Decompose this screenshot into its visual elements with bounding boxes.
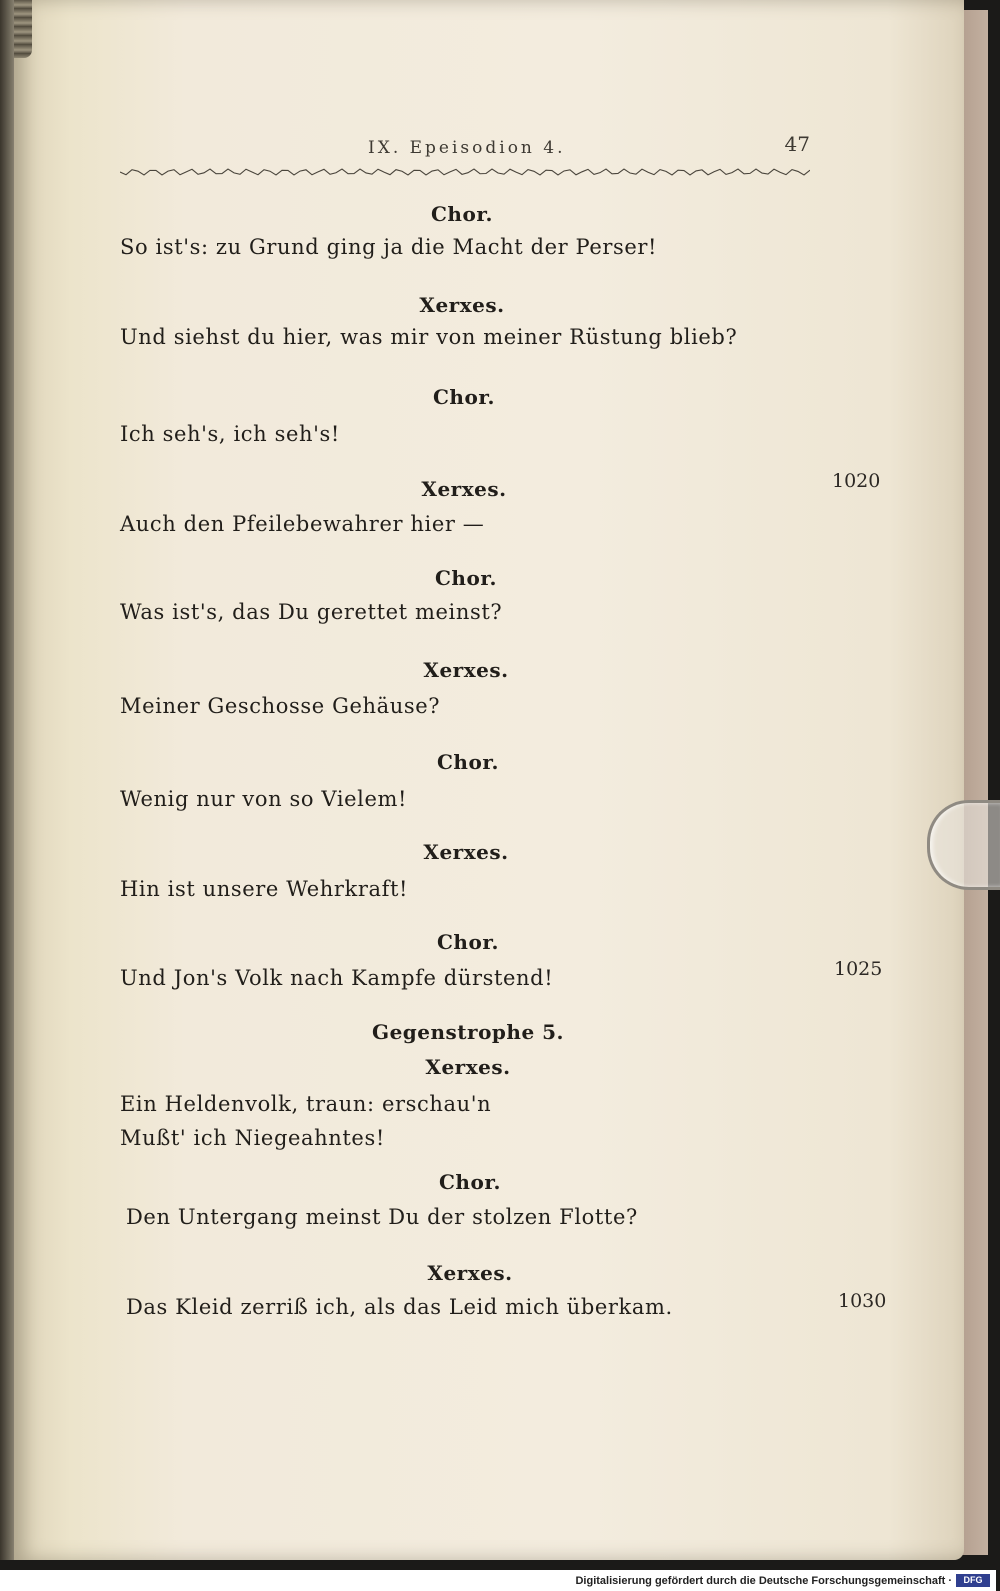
speaker-label: Chor. — [437, 930, 499, 954]
verse-line: So ist's: zu Grund ging ja die Macht der Perser! — [120, 235, 658, 259]
verse-line: Ein Heldenvolk, traun: erschau'n — [120, 1092, 492, 1116]
verse-line: Ich seh's, ich seh's! — [120, 422, 340, 446]
header-title: IX. Epeisodion 4. — [368, 138, 566, 158]
speaker-label: Chor. — [435, 566, 497, 590]
line-number: 1030 — [838, 1290, 887, 1312]
running-header — [120, 132, 810, 162]
footer-bar — [0, 1570, 996, 1591]
verse-line: Meiner Geschosse Gehäuse? — [120, 694, 441, 718]
speaker-label: Chor. — [431, 202, 493, 226]
speaker-label: Chor. — [439, 1170, 501, 1194]
line-number: 1020 — [832, 470, 881, 492]
footer-credit: Digitalisierung gefördert durch die Deutsche Forschungsgemeinschaft · — [575, 1575, 952, 1587]
verse-line: Und siehst du hier, was mir von meiner Rüstung blieb? — [120, 325, 738, 349]
book-page — [14, 0, 964, 1560]
verse-line: Hin ist unsere Wehrkraft! — [120, 877, 409, 901]
verse-line: Und Jon's Volk nach Kampfe dürstend! — [120, 966, 554, 990]
verse-line: Auch den Pfeilebewahrer hier — — [120, 512, 485, 536]
line-number: 1025 — [834, 958, 883, 980]
speaker-label: Xerxes. — [421, 477, 507, 501]
speaker-label: Xerxes. — [419, 293, 505, 317]
verse-line: Das Kleid zerriß ich, als das Leid mich überkam. — [126, 1295, 673, 1319]
verse-line: Mußt' ich Niegeahntes! — [120, 1126, 385, 1150]
page-number: 47 — [784, 132, 810, 156]
verse-line: Wenig nur von so Vielem! — [120, 787, 408, 811]
section-heading: Gegenstrophe 5. — [371, 1020, 565, 1044]
speaker-label: Chor. — [437, 750, 499, 774]
speaker-label: Xerxes. — [423, 840, 509, 864]
page-clip — [927, 800, 1000, 890]
verse-line: Den Untergang meinst Du der stolzen Flotte? — [126, 1205, 638, 1229]
wavy-rule — [120, 165, 810, 179]
verse-line: Was ist's, das Du gerettet meinst? — [120, 600, 503, 624]
binding-edge — [14, 0, 32, 58]
speaker-label: Chor. — [433, 385, 495, 409]
dfg-logo: DFG — [956, 1574, 990, 1587]
speaker-label: Xerxes. — [427, 1261, 513, 1285]
speaker-label: Xerxes. — [423, 658, 509, 682]
speaker-label: Xerxes. — [425, 1055, 511, 1079]
